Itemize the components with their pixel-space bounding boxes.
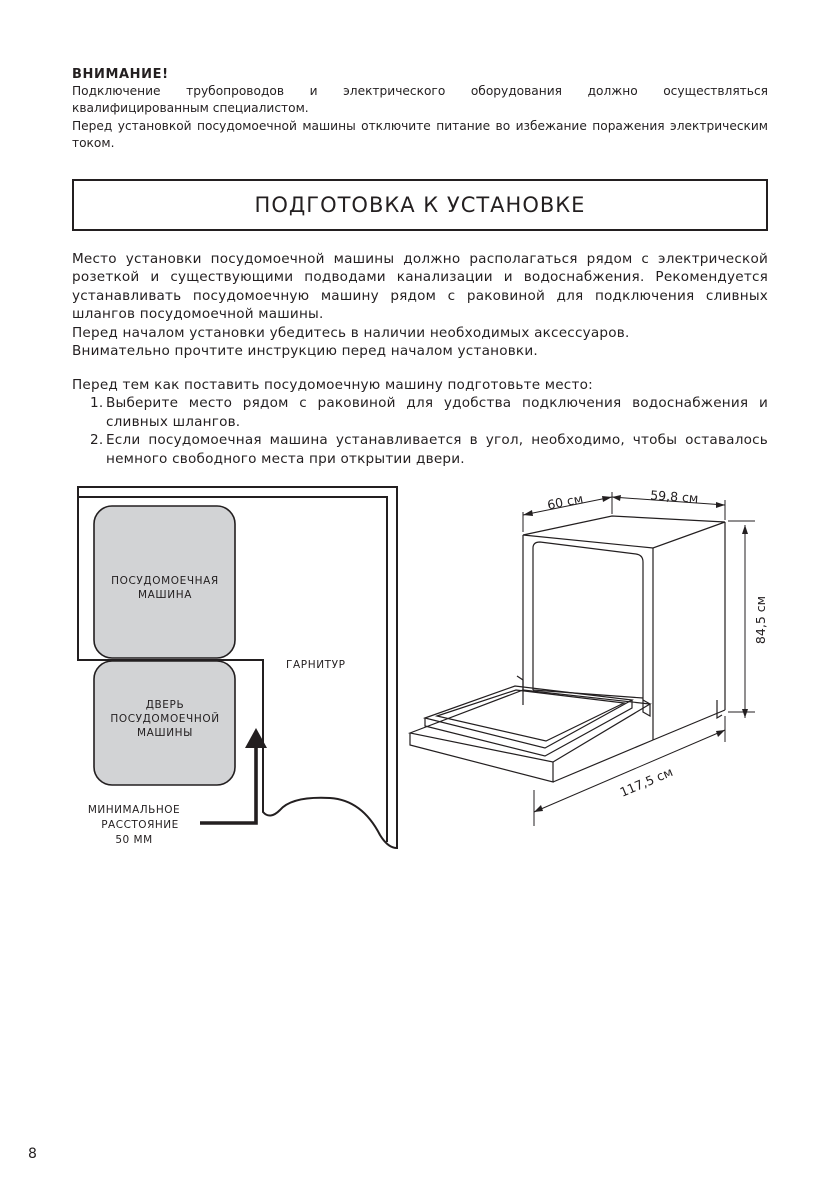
section-title: ПОДГОТОВКА К УСТАНОВКЕ: [254, 193, 586, 217]
arrow-icon: [742, 525, 748, 534]
min-distance-label: МИНИМАЛЬНОЕ: [87, 804, 181, 816]
width-label: 59,8 см: [649, 487, 699, 506]
step-number: 2.: [90, 432, 104, 449]
warning-title: ВНИМАНИЕ!: [72, 67, 169, 82]
step-item: [90, 394, 768, 431]
base-side: [553, 740, 653, 782]
warning-text-2: Перед установкой посудомоечной машины отключите питание во избежание поражения электрическим током.: [72, 118, 768, 150]
min-distance-label: 50 ММ: [115, 834, 153, 846]
arrow-icon: [742, 709, 748, 718]
intro-paragraph-3: Внимательно прочтите инструкцию перед началом установки.: [72, 343, 538, 360]
steps-lead: Перед тем как поставить посудомоечную машину подготовьте место:: [72, 377, 593, 393]
step-text: Выберите место рядом с раковиной для удобства подключения водоснабжения и сливных шлангов.: [106, 395, 768, 430]
depth-label: 60 см: [545, 490, 585, 513]
side-detail: [717, 700, 722, 718]
door-outer: [410, 690, 650, 762]
door-rim: [425, 700, 632, 756]
open-depth-label: 117,5 см: [617, 764, 675, 800]
warning-block: [72, 66, 768, 152]
door-label: ДВЕРЬ: [145, 699, 185, 711]
plan-view: [78, 487, 397, 848]
dimension-arrows: [523, 495, 748, 812]
step-number: 1.: [90, 395, 104, 412]
dishwasher-drawing: [410, 516, 725, 782]
arrow-icon: [602, 496, 612, 502]
arrow-icon: [534, 805, 543, 812]
door-label: ПОСУДОМОЕЧНОЙ: [110, 713, 220, 725]
height-label: 84,5 см: [753, 595, 768, 645]
intro-text: [72, 250, 768, 360]
steps-list: [72, 376, 768, 468]
door-label: МАШИНЫ: [136, 727, 194, 739]
installation-diagram: [0, 470, 839, 870]
machine-label: ПОСУДОМОЕЧНАЯ: [111, 575, 219, 587]
step-item: [90, 431, 768, 468]
arrow-icon: [523, 510, 533, 516]
intro-paragraph-1: Место установки посудомоечной машины должно располагаться рядом с электрической розеткой и существующими подводами канализации и водоснабжения. Рекомендуется устанавливать посудомоечную машину рядом с раковиной для подключения сливных шлангов посудомоечной машины.: [72, 251, 768, 323]
door-hinge-left: [517, 676, 523, 690]
warning-text-1: Подключение трубопроводов и электрического оборудования должно осуществляться квалифицированным специалистом.: [72, 84, 768, 116]
page-number: 8: [28, 1146, 37, 1162]
arrow-icon: [716, 502, 725, 508]
arrow-icon: [612, 495, 621, 501]
tub-opening: [533, 542, 643, 700]
intro-paragraph-2: Перед началом установки убедитесь в наличии необходимых аксессуаров.: [72, 324, 630, 341]
cabinet-label: ГАРНИТУР: [286, 659, 346, 671]
min-distance-label: РАССТОЯНИЕ: [101, 819, 179, 831]
arrow-icon: [716, 730, 725, 737]
open-depth-dim-line: [534, 730, 725, 812]
side-bottom-edge: [653, 710, 725, 740]
step-text: Если посудомоечная машина устанавливается в угол, необходимо, чтобы оставалось немного свободного места при открытии двери.: [106, 432, 768, 467]
section-header: [72, 179, 768, 231]
machine-label: МАШИНА: [137, 589, 193, 601]
